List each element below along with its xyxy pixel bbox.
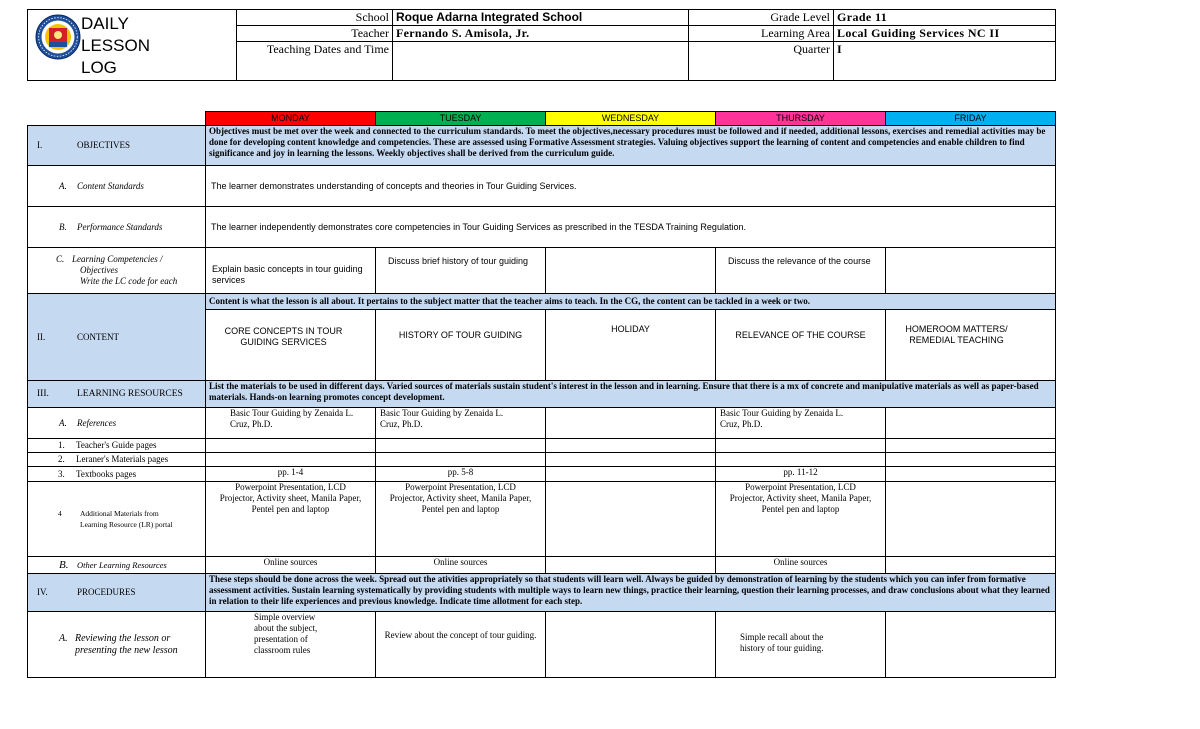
additional-tuesday: Powerpoint Presentation, LCD Projector, Activity sheet, Manila Paper, Pentel pen and laptop xyxy=(376,482,546,557)
logo-cell xyxy=(28,10,237,81)
review-friday xyxy=(886,612,1056,678)
quarter-value: I xyxy=(834,42,1056,81)
teacher-value: Fernando S. Amisola, Jr. xyxy=(393,26,689,42)
textbooks-friday xyxy=(886,467,1056,482)
learners-materials-label: 2. Leraner's Materials pages xyxy=(28,453,206,467)
other-monday: Online sources xyxy=(206,557,376,574)
school-value: Roque Adarna Integrated School xyxy=(393,10,689,26)
resources-heading: III. LEARNING RESOURCES xyxy=(28,381,206,408)
performance-standards-row xyxy=(28,207,1056,248)
learning-area-value: Local Guiding Services NC II xyxy=(834,26,1056,42)
review-thursday: Simple recall about the history of tour guiding. xyxy=(716,612,886,678)
competency-thursday: Discuss the relevance of the course xyxy=(716,248,886,294)
references-row xyxy=(28,408,1056,439)
content-standards-row xyxy=(28,166,1056,207)
content-friday: HOMEROOM MATTERS/ REMEDIAL TEACHING xyxy=(886,310,1056,381)
other-friday xyxy=(886,557,1056,574)
content-note-row xyxy=(28,294,1056,310)
references-thursday: Basic Tour Guiding by Zenaida L. Cruz, Ph.D. xyxy=(716,408,886,439)
references-friday xyxy=(886,408,1056,439)
review-wednesday xyxy=(546,612,716,678)
review-label: A. Reviewing the lesson or presenting the new lesson xyxy=(28,612,206,678)
quarter-label: Quarter xyxy=(689,42,834,81)
textbooks-thursday: pp. 11-12 xyxy=(716,467,886,482)
additional-friday xyxy=(886,482,1056,557)
additional-wednesday xyxy=(546,482,716,557)
other-resources-row xyxy=(28,557,1056,574)
teachers-guide-label: 1. Teacher's Guide pages xyxy=(28,439,206,453)
school-label: School xyxy=(237,10,393,26)
learners-materials-row xyxy=(28,453,1056,467)
content-standards-value: The learner demonstrates understanding of concepts and theories in Tour Guiding Services. xyxy=(206,166,1056,207)
review-tuesday: Review about the concept of tour guiding. xyxy=(376,612,546,678)
textbooks-label: 3. Textbooks pages xyxy=(28,467,206,482)
references-label: A. References xyxy=(28,408,206,439)
day-tuesday: TUESDAY xyxy=(376,112,546,126)
references-wednesday xyxy=(546,408,716,439)
deped-seal-icon xyxy=(35,14,81,60)
document-title: DAILY LESSON LOG xyxy=(81,14,150,77)
objectives-heading: I. OBJECTIVES xyxy=(28,126,206,166)
objectives-row xyxy=(28,126,1056,166)
performance-standards-value: The learner independently demonstrates core competencies in Tour Guiding Services as prescribed in the TESDA Training Regulation. xyxy=(206,207,1056,248)
learning-area-label: Learning Area xyxy=(689,26,834,42)
content-heading: II. CONTENT xyxy=(28,294,206,381)
resources-row xyxy=(28,381,1056,408)
content-standards-label: A. Content Standards xyxy=(28,166,206,207)
competency-wednesday xyxy=(546,248,716,294)
content-tuesday: HISTORY OF TOUR GUIDING xyxy=(376,310,546,381)
additional-monday: Powerpoint Presentation, LCD Projector, Activity sheet, Manila Paper, Pentel pen and laptop xyxy=(206,482,376,557)
competency-tuesday: Discuss brief history of tour guiding xyxy=(376,248,546,294)
lesson-log-table xyxy=(27,111,1056,678)
additional-materials-label: 4 Additional Materials from Learning Resource (LR) portal xyxy=(28,482,206,557)
resources-note: List the materials to be used in different days. Varied sources of materials sustain student's interest in the lesson and in learning. Ensure that there is a mx of concrete and manipulative materials as well as paper-based materials. Hands-on learning promotes concept development. xyxy=(206,381,1056,408)
teacher-label: Teacher xyxy=(237,26,393,42)
textbooks-row xyxy=(28,467,1056,482)
textbooks-tuesday: pp. 5-8 xyxy=(376,467,546,482)
procedures-note: These steps should be done across the week. Spread out the ativities appropriately so that students will learn well. Always be guided by demonstration of learning by the students which you can infer from formative assessment activities. Sustain learning systematically by providing students with multiple ways to learn new things, practice their learning, question their learning processes, and draw conclusions about what they learned in relation to their life experiences and previous knowledge. Indicate time allotment for each step. xyxy=(206,574,1056,612)
objectives-note: Objectives must be met over the week and connected to the curriculum standards. To meet the objectives,necessary procedures must be followed and if needed, additional lessons, exercises and remedial activities may be done for developing content knowledge and competencies. These are assessed using Formative Assessment strategies. Valuing objectives support the learning of content and competencies and enable children to find significance and joy in learning the lessons. Weekly objectives shall be derived from the curriculum guide. xyxy=(206,126,1056,166)
review-row xyxy=(28,612,1056,678)
additional-materials-row xyxy=(28,482,1056,557)
other-wednesday xyxy=(546,557,716,574)
competency-friday xyxy=(886,248,1056,294)
content-monday: CORE CONCEPTS IN TOUR GUIDING SERVICES xyxy=(206,310,376,381)
other-tuesday: Online sources xyxy=(376,557,546,574)
additional-thursday: Powerpoint Presentation, LCD Projector, Activity sheet, Manila Paper, Pentel pen and laptop xyxy=(716,482,886,557)
review-monday: Simple overview about the subject, presentation of classroom rules xyxy=(206,612,376,678)
teaching-dates-value xyxy=(393,42,689,81)
day-wednesday: WEDNESDAY xyxy=(546,112,716,126)
procedures-heading: IV. PROCEDURES xyxy=(28,574,206,612)
procedures-row xyxy=(28,574,1056,612)
references-monday: Basic Tour Guiding by Zenaida L. Cruz, Ph.D. xyxy=(206,408,376,439)
performance-standards-label: B. Performance Standards xyxy=(28,207,206,248)
content-note: Content is what the lesson is all about. It pertains to the subject matter that the teacher aims to teach. In the CG, the content can be tackled in a week or two. xyxy=(206,294,1056,310)
textbooks-wednesday xyxy=(546,467,716,482)
references-tuesday: Basic Tour Guiding by Zenaida L. Cruz, Ph.D. xyxy=(376,408,546,439)
teachers-guide-row xyxy=(28,439,1056,453)
days-row xyxy=(28,112,1056,126)
textbooks-monday: pp. 1-4 xyxy=(206,467,376,482)
teaching-dates-label: Teaching Dates and Time xyxy=(237,42,393,81)
header-table xyxy=(27,9,1056,81)
competency-monday: Explain basic concepts in tour guiding services xyxy=(206,248,376,294)
other-thursday: Online sources xyxy=(716,557,886,574)
grade-level-value: Grade 11 xyxy=(834,10,1056,26)
day-friday: FRIDAY xyxy=(886,112,1056,126)
day-monday: MONDAY xyxy=(206,112,376,126)
day-thursday: THURSDAY xyxy=(716,112,886,126)
competencies-label: C. Learning Competencies / Objectives Write the LC code for each xyxy=(28,248,206,294)
content-wednesday: HOLIDAY xyxy=(546,310,716,381)
competencies-row xyxy=(28,248,1056,294)
other-resources-label: B. Other Learning Resources xyxy=(28,557,206,574)
grade-level-label: Grade Level xyxy=(689,10,834,26)
content-thursday: RELEVANCE OF THE COURSE xyxy=(716,310,886,381)
